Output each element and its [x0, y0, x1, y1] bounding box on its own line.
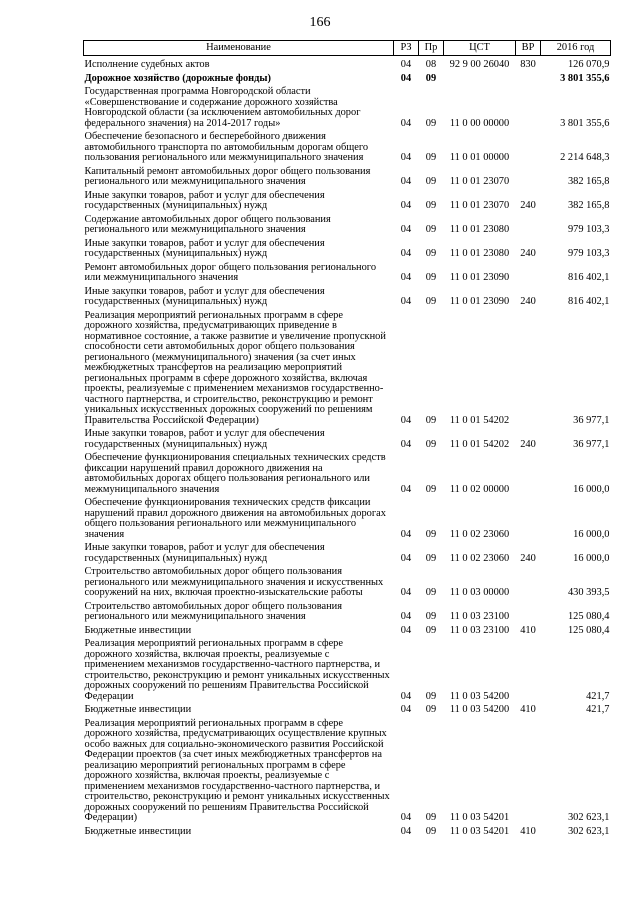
row-pr: 09: [425, 296, 437, 307]
row-name: Иные закупки товаров, работ и услуг для обеспечения государственных (муниципальных) нужд: [84, 189, 325, 211]
row-pr: 09: [425, 200, 437, 211]
row-name: Реализация мероприятий региональных программ в сфере дорожного хозяйства, предусматривающих приведение в нормативное состояние, а также развитие и увеличение пропускной способности сети автомобильных дорог общего пользования регионального (межмуниципального) значения (за счет иных межбюджетных трансфертов на реализацию мероприятий региональных программ в сфере дорожного хозяйства, включая проекты, реализуемые с применением механизмов государственно-частного партнерства, и строительство, реконструкцию и ремонт уникальных искусственных дорожных сооружений по решениям Правительства Российской Федерации): [84, 309, 386, 426]
row-cst: 11 0 03 23100: [449, 624, 510, 636]
row-rz: 04: [400, 690, 412, 702]
row-rz: 04: [400, 624, 412, 636]
budget-table: [83, 40, 611, 839]
row-rz: 04: [400, 200, 412, 211]
table-row: [84, 704, 611, 718]
row-sum: 2 214 648,3: [560, 152, 610, 163]
row-sum: 979 103,3: [567, 224, 610, 235]
table-row: [84, 56, 611, 73]
table-row: [84, 452, 611, 497]
row-vr: [516, 166, 541, 190]
row-vr: [516, 718, 541, 826]
row-pr: 09: [425, 611, 437, 622]
table-row: [84, 497, 611, 542]
row-sum: 16 000,0: [573, 528, 610, 540]
row-vr: [516, 86, 541, 131]
row-sum: 302 623,1: [567, 825, 610, 837]
row-vr: [516, 73, 541, 87]
header-rz: РЗ: [394, 41, 419, 56]
row-rz: 04: [400, 528, 412, 540]
row-name: Иные закупки товаров, работ и услуг для обеспечения государственных (муниципальных) нужд: [84, 285, 325, 307]
row-cst: 11 0 03 54200: [449, 690, 510, 702]
row-vr: [516, 262, 541, 286]
row-rz: 04: [400, 552, 412, 564]
table-row: [84, 428, 611, 452]
row-sum: 16 000,0: [573, 483, 610, 495]
row-rz: 04: [400, 414, 412, 426]
row-sum: 816 402,1: [567, 296, 610, 307]
row-rz: 04: [400, 224, 412, 235]
row-cst: 11 0 01 23080: [449, 224, 510, 235]
row-vr: [516, 131, 541, 166]
row-cst: 11 0 02 23060: [449, 528, 510, 540]
row-vr: 240: [520, 296, 536, 307]
row-name: Обеспечение безопасного и бесперебойного движения автомобильного транспорта по автомобильным дорогам общего пользования регионального или межмуниципального значения: [84, 131, 369, 163]
table-row: [84, 542, 611, 566]
row-sum: 979 103,3: [567, 248, 610, 259]
table-row: [84, 131, 611, 166]
header-pr: Пр: [419, 41, 444, 56]
row-rz: 04: [400, 72, 412, 84]
row-sum: 382 165,8: [567, 200, 610, 211]
row-name: Бюджетные инвестиции: [84, 704, 192, 715]
row-name: Реализация мероприятий региональных программ в сфере дорожного хозяйства, включая проекты, реализуемые с применением механизмов государственно-частного партнерства, и строительство, реконструкцию и ремонт уникальных искусственных дорожных сооружений по решениям Правительства Российской Федерации: [84, 638, 390, 702]
row-cst: 11 0 01 54202: [449, 414, 510, 426]
row-pr: 09: [425, 414, 437, 426]
row-pr: 09: [425, 587, 437, 598]
page-number: 166: [309, 15, 331, 30]
table-body: [84, 56, 611, 840]
row-vr: [516, 638, 541, 704]
row-vr: 240: [520, 438, 536, 450]
row-name: Бюджетные инвестиции: [84, 624, 192, 636]
row-vr: 410: [520, 704, 536, 715]
row-vr: [516, 497, 541, 542]
row-pr: 09: [425, 152, 437, 163]
row-sum: 816 402,1: [567, 272, 610, 283]
table-row: [84, 214, 611, 238]
row-rz: 04: [400, 587, 412, 598]
row-name: Дорожное хозяйство (дорожные фонды): [84, 72, 271, 84]
row-name: Иные закупки товаров, работ и услуг для обеспечения государственных (муниципальных) нужд: [84, 237, 325, 259]
row-name: Иные закупки товаров, работ и услуг для обеспечения государственных (муниципальных) нужд: [84, 542, 325, 564]
table-row: [84, 718, 611, 826]
row-cst: 11 0 03 23100: [449, 611, 510, 622]
row-name: Обеспечение функционирования технических средств фиксации нарушений правил дорожного движения на автомобильных дорогах общего пользования регионального или межмуниципального значения: [84, 497, 386, 540]
row-sum: 421,7: [586, 690, 610, 702]
header-vr: ВР: [516, 41, 541, 56]
row-sum: 3 801 355,6: [560, 72, 610, 84]
row-name: Государственная программа Новгородской области «Совершенствование и содержание дорожного хозяйства Новгородской области (за исключением автомобильных дорог федерального значения) на 2014-2017 годы»: [84, 86, 361, 129]
row-vr: [516, 566, 541, 601]
row-pr: 09: [425, 272, 437, 283]
row-cst: 11 0 01 23080: [449, 248, 510, 259]
row-pr: 09: [425, 72, 437, 84]
row-pr: 09: [425, 248, 437, 259]
row-vr: 240: [520, 200, 536, 211]
row-rz: 04: [400, 825, 412, 837]
row-cst: 11 0 00 00000: [449, 117, 510, 129]
row-vr: [516, 310, 541, 429]
row-name: Реализация мероприятий региональных программ в сфере дорожного хозяйства, предусматривающих осуществление крупных особо важных для социально-экономического развития Российской Федерации проектов (за счет иных межбюджетных трансфертов на реализацию мероприятий региональных программ в сфере дорожного хозяйства, включая проекты, реализуемые с применением механизмов государственно-частного партнерства, и строительство, реконструкцию и ремонт уникальных искусственных дорожных сооружений по решениям Правительства Российской Федерации): [84, 717, 390, 823]
row-sum: 430 393,5: [567, 587, 610, 598]
table-row: [84, 73, 611, 87]
row-name: Обеспечение функционирования специальных технических средств фиксации нарушений правил дорожного движения на автомобильных дорогах общего пользования регионального или межмуниципального значения: [84, 452, 386, 495]
row-rz: 04: [400, 59, 412, 70]
row-pr: 09: [425, 704, 437, 715]
row-sum: 421,7: [586, 704, 610, 715]
row-pr: 09: [425, 176, 437, 187]
row-cst: 11 0 01 23090: [449, 296, 510, 307]
row-name: Строительство автомобильных дорог общего пользования регионального или межмуниципального значения: [84, 600, 342, 622]
row-name: Строительство автомобильных дорог общего пользования регионального или межмуниципального значения и искусственных сооружений на них, включая проектно-изыскательские работы: [84, 566, 384, 598]
table-row: [84, 262, 611, 286]
table-row: [84, 286, 611, 310]
row-rz: 04: [400, 483, 412, 495]
row-rz: 04: [400, 117, 412, 129]
row-vr: 240: [520, 248, 536, 259]
table-row: [84, 166, 611, 190]
row-name: Ремонт автомобильных дорог общего пользования регионального или межмуниципального значения: [84, 261, 377, 283]
table-row: [84, 638, 611, 704]
table-row: [84, 826, 611, 840]
row-vr: [516, 214, 541, 238]
row-cst: 11 0 03 54201: [449, 812, 510, 823]
row-sum: 125 080,4: [567, 611, 610, 622]
row-sum: 36 977,1: [573, 414, 610, 426]
row-name: Капитальный ремонт автомобильных дорог общего пользования регионального или межмуниципального значения: [84, 165, 371, 187]
row-cst: 11 0 03 54200: [449, 704, 510, 715]
row-vr: 830: [520, 59, 536, 70]
row-cst: 11 0 02 00000: [449, 483, 510, 495]
row-pr: 09: [425, 528, 437, 540]
row-pr: 09: [425, 690, 437, 702]
row-vr: 240: [520, 552, 536, 564]
row-sum: 36 977,1: [573, 438, 610, 450]
row-pr: 09: [425, 624, 437, 636]
row-rz: 04: [400, 248, 412, 259]
row-sum: 16 000,0: [573, 552, 610, 564]
table-row: [84, 625, 611, 639]
row-pr: 08: [425, 59, 437, 70]
row-cst: 11 0 01 00000: [449, 152, 510, 163]
row-sum: 302 623,1: [567, 812, 610, 823]
table-header: [84, 41, 611, 56]
table-row: [84, 86, 611, 131]
row-name: Исполнение судебных актов: [84, 59, 210, 70]
header-year: 2016 год: [541, 41, 611, 56]
row-cst: 11 0 03 54201: [449, 825, 510, 837]
row-rz: 04: [400, 611, 412, 622]
table-row: [84, 566, 611, 601]
row-pr: 09: [425, 224, 437, 235]
row-pr: 09: [425, 812, 437, 823]
row-pr: 09: [425, 117, 437, 129]
header-cst: ЦСТ: [444, 41, 516, 56]
row-rz: 04: [400, 704, 412, 715]
row-rz: 04: [400, 438, 412, 450]
row-vr: [516, 452, 541, 497]
row-vr: [516, 601, 541, 625]
row-sum: 382 165,8: [567, 176, 610, 187]
row-cst: 11 0 01 23070: [449, 176, 510, 187]
row-cst: 11 0 02 23060: [449, 552, 510, 564]
row-pr: 09: [425, 825, 437, 837]
row-name: Содержание автомобильных дорог общего пользования регионального или межмуниципального значения: [84, 213, 331, 235]
row-rz: 04: [400, 176, 412, 187]
row-pr: 09: [425, 552, 437, 564]
row-pr: 09: [425, 438, 437, 450]
table-row: [84, 238, 611, 262]
row-cst: 92 9 00 26040: [449, 59, 510, 70]
row-vr: 410: [520, 624, 536, 636]
row-cst: 11 0 01 23090: [449, 272, 510, 283]
row-name: Иные закупки товаров, работ и услуг для обеспечения государственных (муниципальных) нужд: [84, 428, 325, 450]
row-cst: 11 0 01 23070: [449, 200, 510, 211]
table-row: [84, 190, 611, 214]
table-row: [84, 601, 611, 625]
row-rz: 04: [400, 272, 412, 283]
row-rz: 04: [400, 296, 412, 307]
row-sum: 126 070,9: [567, 59, 610, 70]
table-row: [84, 310, 611, 429]
row-cst: 11 0 03 00000: [449, 587, 510, 598]
header-name: Наименование: [84, 41, 394, 56]
row-pr: 09: [425, 483, 437, 495]
row-cst: [444, 73, 516, 87]
row-vr: 410: [520, 825, 536, 837]
row-name: Бюджетные инвестиции: [84, 825, 192, 837]
row-rz: 04: [400, 812, 412, 823]
row-sum: 3 801 355,6: [560, 117, 610, 129]
row-cst: 11 0 01 54202: [449, 438, 510, 450]
row-sum: 125 080,4: [567, 624, 610, 636]
row-rz: 04: [400, 152, 412, 163]
